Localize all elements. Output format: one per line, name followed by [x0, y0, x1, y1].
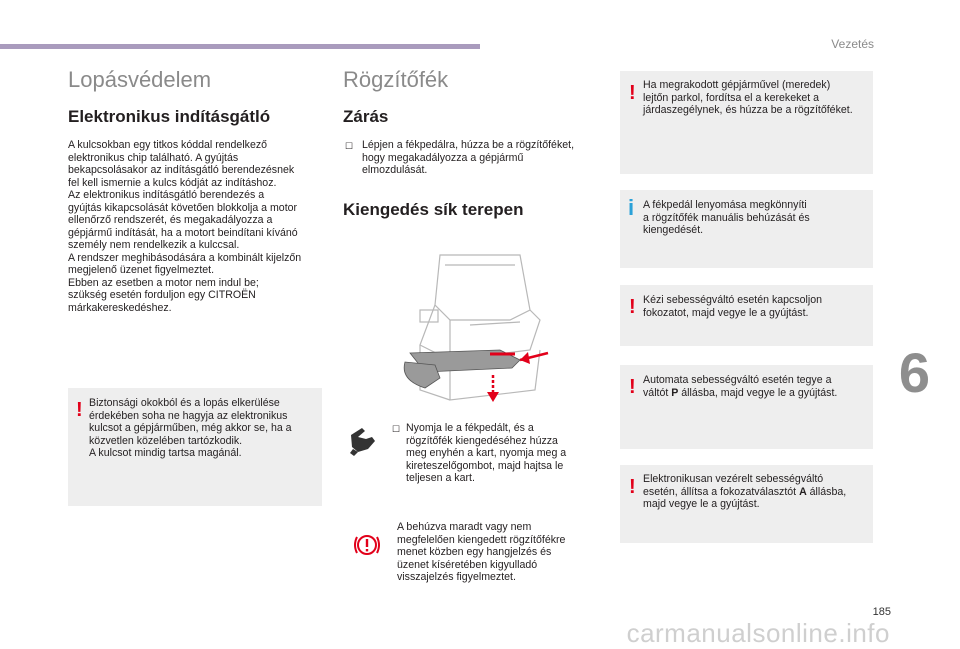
warning-icon: !	[629, 476, 636, 498]
watermark: carmanualsonline.info	[626, 618, 890, 648]
warning-note-slope	[620, 71, 873, 174]
subtitle-release-flat: Kiengedés sík terepen	[343, 200, 524, 219]
warning-icon: !	[629, 82, 636, 104]
chapter-number: 6	[898, 341, 930, 404]
handbrake-illustration	[380, 250, 555, 405]
header-accent-bar	[0, 44, 480, 49]
release-instruction-text: Nyomja le a fékpedált, és a rögzítőfék kiengedéséhez húzza meg enyhén a kart, nyomja meg a kireteszelőgombot, majd hajtsa le teljesen a kart.	[406, 422, 567, 484]
warning-icon: !	[629, 296, 636, 318]
warning-icon: !	[629, 376, 636, 398]
warning-note-text: Biztonsági okokból és a lopás elkerülése érdekében soha ne hagyja az elektronikus kulcsot a gépjárműben, még akkor se, ha a közvetlen közelében tartózkodik. A kulcsot mindig tartsa magánál.	[89, 397, 292, 459]
page-number: 185	[872, 606, 891, 618]
subtitle-immobiliser: Elektronikus indításgátló	[68, 107, 271, 126]
info-icon: i	[628, 195, 635, 220]
note-text: A fékpedál lenyomása megkönnyíti a rögzítőfék manuális behúzását és kiengedését.	[643, 199, 810, 236]
hand-lever-icon	[348, 425, 378, 457]
note-text: Ha megrakodott gépjárművel (meredek) lejtőn parkol, fordítsa el a kerekeket a járdaszegélynek, és húzza be a rögzítőféket.	[643, 79, 853, 116]
section-title-anti-theft: Lopásvédelem	[68, 67, 212, 92]
warning-icon: !	[76, 399, 83, 421]
warning-note-key	[68, 388, 322, 506]
section-header: Vezetés	[831, 37, 874, 51]
bullet-marker: ☐	[392, 424, 401, 434]
note-text: Elektronikusan vezérelt sebességváltó esetén, állítsa a fokozatválasztót A állásba, majd vegye le a gyújtást.	[643, 473, 847, 510]
note-text: Automata sebességváltó esetén tegye a váltót P állásba, majd vegye le a gyújtást.	[643, 374, 838, 399]
bullet-marker: ☐	[345, 141, 354, 151]
warning-note-electronic-gearbox	[620, 465, 873, 543]
subtitle-lock: Zárás	[343, 107, 389, 126]
lock-instruction-text: Lépjen a fékpedálra, húzza be a rögzítőféket, hogy megakadályozza a gépjármű elmozdulását.	[362, 139, 575, 176]
brake-alert-text: A behúzva maradt vagy nem megfelelően kiengedett rögzítőfékre menet közben egy hangjelzés és üzenet kíséretében kigyulladó visszajelzés figyelmeztet.	[397, 521, 566, 583]
warning-note-automatic-gearbox	[620, 365, 873, 449]
warning-note-manual-gearbox	[620, 285, 873, 346]
brake-warning-lamp-icon	[352, 532, 382, 558]
info-note-pedal	[620, 190, 873, 268]
note-text: Kézi sebességváltó esetén kapcsoljon fokozatot, majd vegye le a gyújtást.	[643, 294, 823, 319]
immobiliser-body-text: A kulcsokban egy titkos kóddal rendelkező elektronikus chip található. A gyújtás bekapcsolásakor az indításgátló berendezésnek fel kell ismernie a kulcs kódját az indításhoz. Az elektronikus indításgátló berendezés a gyújtás kikapcsolását követően blokkolja a motor ellenőrző rendszerét, és megakadályozza a gépjármű indítását, ha a motort beindítani kívánó személy nem rendelkezik a kulccsal. A rendszer meghibásodására a kombinált kijelzőn megjelenő üzenet figyelmeztet. Ebben az esetben a motor nem indul be; szükség esetén forduljon egy CITROËN márkakereskedéshez.	[68, 139, 302, 314]
section-title-parking-brake: Rögzítőfék	[343, 67, 449, 92]
